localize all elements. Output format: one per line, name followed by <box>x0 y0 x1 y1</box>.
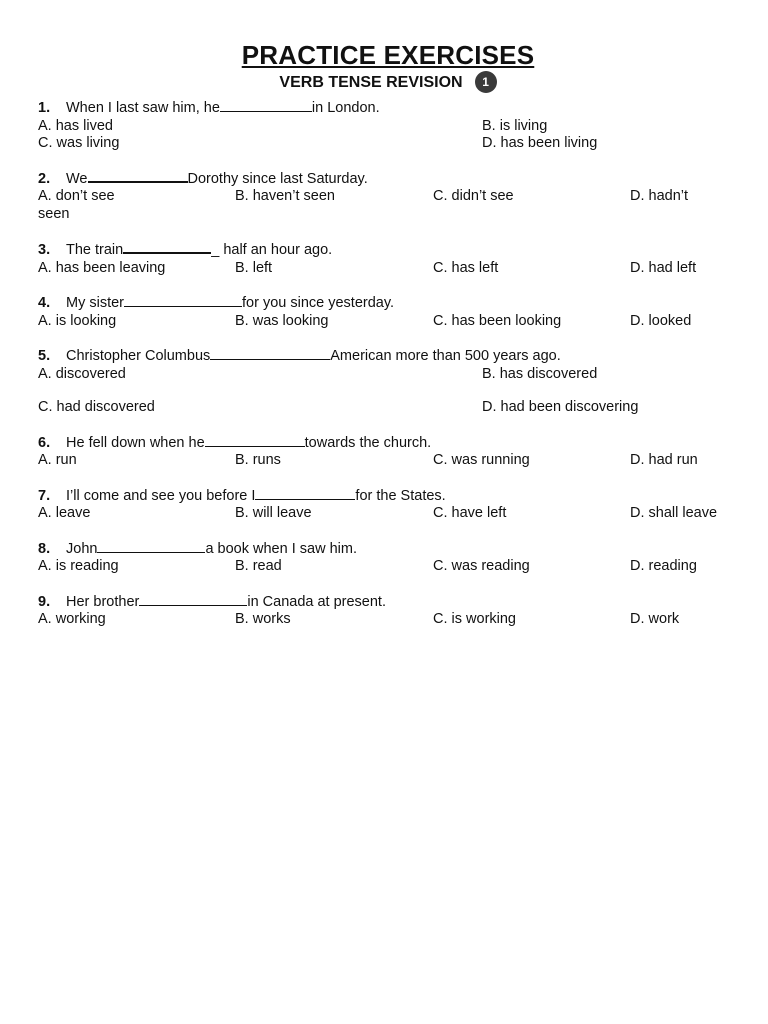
option-d-wrap: seen <box>38 205 70 222</box>
answer-blank[interactable] <box>255 486 355 500</box>
question-number: 8. <box>38 540 51 557</box>
option-a[interactable]: A. is looking <box>38 312 117 329</box>
option-c[interactable]: C. was running <box>433 452 530 469</box>
question-stem <box>38 98 738 118</box>
stem-after: _ half an hour ago. <box>211 242 333 259</box>
option-c[interactable]: C. has left <box>433 259 499 276</box>
question-number: 7. <box>38 487 51 504</box>
option-a[interactable]: A. has been leaving <box>38 259 166 276</box>
stem-before: The train <box>66 242 124 259</box>
option-c[interactable]: C. was reading <box>433 558 530 575</box>
option-c[interactable]: C. had discovered <box>38 399 155 416</box>
question-stem <box>38 239 738 260</box>
question-7 <box>38 486 738 523</box>
question-stem <box>38 592 738 612</box>
option-c[interactable]: C. is working <box>433 611 516 628</box>
stem-after: American more than 500 years ago. <box>330 348 561 365</box>
option-b[interactable]: B. has discovered <box>482 365 598 382</box>
answer-blank[interactable] <box>205 433 305 447</box>
option-c[interactable]: C. was living <box>38 135 120 152</box>
option-b[interactable]: B. was looking <box>235 312 329 329</box>
question-8 <box>38 539 738 576</box>
stem-after: in London. <box>311 100 380 117</box>
option-d[interactable]: D. work <box>630 611 680 628</box>
option-a[interactable]: A. run <box>38 452 77 469</box>
option-row <box>38 611 738 629</box>
option-wrap <box>38 206 738 224</box>
option-c[interactable]: C. didn’t see <box>433 188 514 205</box>
option-row <box>38 260 738 278</box>
subtitle-text: VERB TENSE REVISION <box>279 74 463 92</box>
option-row <box>38 452 738 470</box>
page-title: PRACTICE EXERCISES <box>241 40 535 70</box>
option-d[interactable]: D. looked <box>630 312 692 329</box>
question-4 <box>38 293 738 330</box>
option-b[interactable]: B. runs <box>235 452 281 469</box>
question-number: 3. <box>38 242 51 259</box>
answer-blank[interactable] <box>88 168 188 183</box>
option-d[interactable]: D. had been discovering <box>482 399 639 416</box>
option-b[interactable]: B. read <box>235 558 282 575</box>
option-row <box>38 135 738 153</box>
question-number: 2. <box>38 170 51 187</box>
option-row <box>38 366 738 384</box>
stem-before: When I last saw him, he <box>66 100 220 117</box>
question-stem <box>38 346 738 366</box>
question-stem <box>38 293 738 313</box>
option-c[interactable]: C. have left <box>433 505 507 522</box>
option-a[interactable]: A. leave <box>38 505 91 522</box>
answer-blank[interactable] <box>97 539 205 553</box>
answer-blank[interactable] <box>123 239 211 254</box>
question-number: 6. <box>38 434 51 451</box>
stem-after: Dorothy since last Saturday. <box>187 170 368 187</box>
option-b[interactable]: B. works <box>235 611 291 628</box>
option-row <box>38 313 738 331</box>
option-b[interactable]: B. will leave <box>235 505 312 522</box>
number-badge: 1 <box>475 71 497 93</box>
stem-after: a book when I saw him. <box>205 540 357 557</box>
question-5 <box>38 346 738 417</box>
answer-blank[interactable] <box>124 293 242 307</box>
option-a[interactable]: A. don’t see <box>38 188 115 205</box>
option-c[interactable]: C. has been looking <box>433 312 562 329</box>
option-d[interactable]: D. hadn’t <box>630 188 689 205</box>
question-number: 9. <box>38 593 51 610</box>
stem-before: Her brother <box>66 593 140 610</box>
stem-before: We <box>66 170 88 187</box>
stem-before: My sister <box>66 295 124 312</box>
option-a[interactable]: A. has lived <box>38 117 113 134</box>
stem-after: for the States. <box>355 487 446 504</box>
option-d[interactable]: D. reading <box>630 558 697 575</box>
option-d[interactable]: D. had run <box>630 452 698 469</box>
option-row <box>38 399 738 417</box>
answer-blank[interactable] <box>220 98 312 112</box>
option-row <box>38 558 738 576</box>
option-a[interactable]: A. discovered <box>38 365 126 382</box>
option-d[interactable]: D. has been living <box>482 135 598 152</box>
stem-before: John <box>66 540 98 557</box>
question-1 <box>38 98 738 153</box>
option-row <box>38 118 738 136</box>
answer-blank[interactable] <box>139 592 247 606</box>
question-number: 4. <box>38 295 51 312</box>
question-2 <box>38 168 738 224</box>
stem-after: in Canada at present. <box>247 593 386 610</box>
option-d[interactable]: D. had left <box>630 259 697 276</box>
option-b[interactable]: B. left <box>235 259 273 276</box>
option-a[interactable]: A. is reading <box>38 558 119 575</box>
option-row <box>38 505 738 523</box>
option-row <box>38 188 738 206</box>
option-b[interactable]: B. haven’t seen <box>235 188 335 205</box>
option-a[interactable]: A. working <box>38 611 106 628</box>
question-stem <box>38 433 738 453</box>
stem-after: for you since yesterday. <box>242 295 395 312</box>
question-6 <box>38 433 738 470</box>
page-subtitle <box>38 72 738 94</box>
question-number: 1. <box>38 100 51 117</box>
answer-blank[interactable] <box>210 346 330 360</box>
question-stem <box>38 539 738 559</box>
worksheet <box>38 40 738 629</box>
question-9 <box>38 592 738 629</box>
option-b[interactable]: B. is living <box>482 117 548 134</box>
question-number: 5. <box>38 348 51 365</box>
question-3 <box>38 239 738 277</box>
question-stem <box>38 168 738 189</box>
stem-after: towards the church. <box>304 434 432 451</box>
stem-before: He fell down when he <box>66 434 205 451</box>
option-d[interactable]: D. shall leave <box>630 505 718 522</box>
question-stem <box>38 486 738 506</box>
stem-before: I’ll come and see you before I <box>66 487 256 504</box>
stem-before: Christopher Columbus <box>66 348 211 365</box>
